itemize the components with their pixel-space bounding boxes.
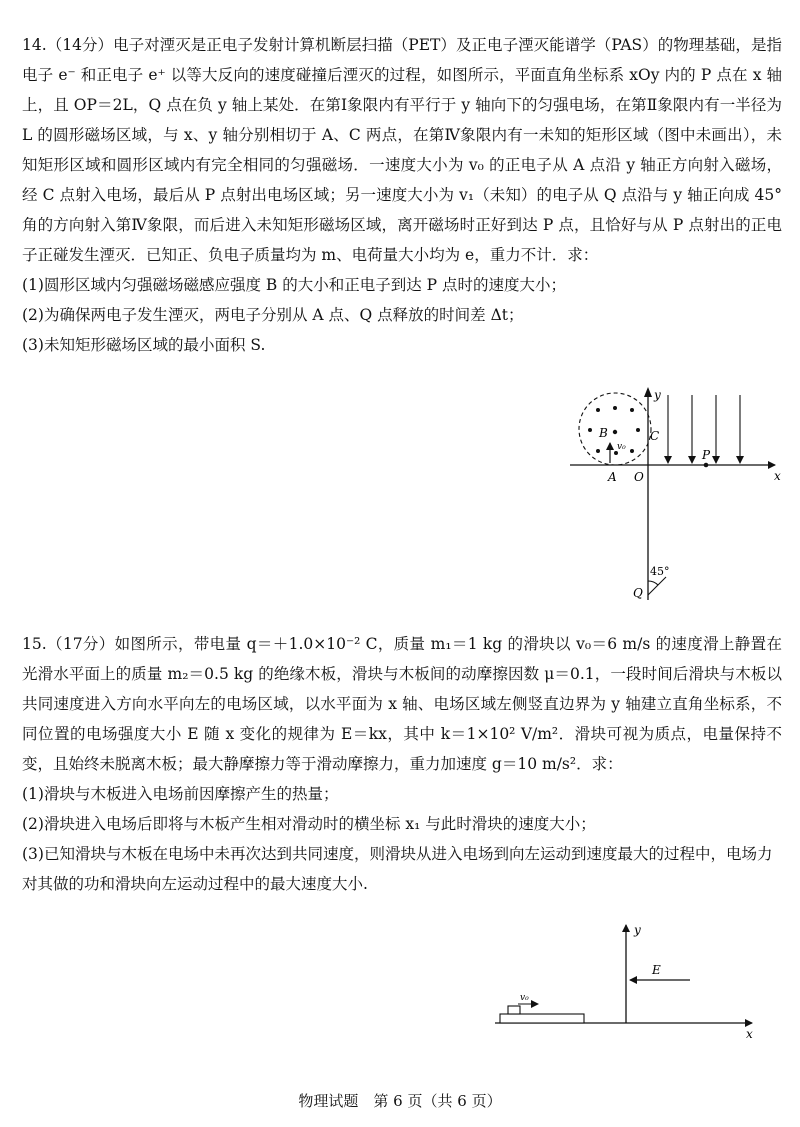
- angle-arc: [648, 581, 658, 585]
- question-14-text: 14.（14分）电子对湮灭是正电子发射计算机断层扫描（PET）及正电子湮灭能谱学（PAS）的物理基础，是指电子 e⁻ 和正电子 e⁺ 以等大反向的速度碰撞后湮灭的过程，如图所示，平面直角坐标系 xOy 内的 P 点在 x 轴上，且 OP＝2L，Q 点在负 y 轴上某处．在第Ⅰ象限内有平行于 y 轴向下的匀强电场，在第Ⅱ象限内有一半径为 L 的圆形磁场区域，与 x、y 轴分别相切于 A、C 两点，在第Ⅳ象限内有一未知的矩形区域（图中未画出），未知矩形区域和圆形区域内有完全相同的匀强磁场．一速度大小为 v₀ 的正电子从 A 点沿 y 轴正方向射入磁场，经 C 点射入电场，最后从 P 点射出电场区域；另一速度大小为 v₁（未知）的电子从 Q 点沿与 y 轴正向成 45°角的方向射入第Ⅳ象限，而后进入未知矩形磁场区域，离开磁场时正好到达 P 点，且恰好与从 P 点射出的正电子正碰发生湮灭．已知正、负电子质量均为 m、电荷量大小均为 e，重力不计．求：: [22, 36, 782, 264]
- label-A: A: [608, 470, 617, 484]
- x-axis-label: x: [746, 1027, 753, 1040]
- question-14-part-2: (2)为确保两电子发生湮灭，两电子分别从 A 点、Q 点释放的时间差 Δt；: [22, 306, 524, 324]
- question-15-text: 15.（17分）如图所示，带电量 q＝＋1.0×10⁻² C，质量 m₁＝1 kg 的滑块以 v₀＝6 m/s 的速度滑上静置在光滑水平面上的质量 m₂＝0.5 kg 的绝缘木板，滑块与木板间的动摩擦因数 μ＝0.1，一段时间后滑块与木板以共同速度进入方向水平向左的电场区域，以水平面为 x 轴、电场区域左侧竖直边界为 y 轴建立直角坐标系，不同位置的电场强度大小 E 随 x 变化的规律为 E＝kx，其中 k＝1×10² V/m²．滑块可视为质点，电量保持不变，且始终未脱离木板；最大静摩擦力等于滑动摩擦力，重力加速度 g＝10 m/s²．求：: [22, 635, 782, 773]
- label-E: E: [652, 963, 661, 977]
- y-axis-label: y: [634, 923, 641, 937]
- y-axis-arrow-icon: [644, 387, 652, 397]
- point-P: [704, 463, 709, 468]
- slider-block: [508, 1006, 520, 1014]
- label-P: P: [702, 448, 711, 462]
- q-direction-line: [648, 577, 666, 595]
- question-15-part-1: (1)滑块与木板进入电场前因摩擦产生的热量；: [22, 785, 339, 803]
- label-Q: Q: [633, 586, 643, 600]
- question-15: [22, 629, 782, 899]
- question-15-part-3: (3)已知滑块与木板在电场中未再次达到共同速度，则滑块从进入电场到向左运动到速度最大的过程中，电场力对其做的功和滑块向左运动过程中的最大速度大小.: [22, 845, 773, 893]
- wooden-board: [500, 1014, 584, 1023]
- label-O: O: [634, 470, 644, 484]
- question-15-part-2: (2)滑块进入电场后即将与木板产生相对滑动时的横坐标 x₁ 与此时滑块的速度大小；: [22, 815, 596, 833]
- question-14-part-1: (1)圆形区域内匀强磁场磁感应强度 B 的大小和正电子到达 P 点时的速度大小；: [22, 276, 566, 294]
- label-B: B: [599, 426, 608, 440]
- question-14: [22, 30, 782, 360]
- label-angle: 45°: [650, 565, 670, 578]
- x-axis-label: x: [774, 469, 781, 483]
- label-v0: v₀: [520, 993, 529, 1003]
- magnetic-field-dots: [588, 406, 640, 455]
- question-14-part-3: (3)未知矩形磁场区域的最小面积 S.: [22, 336, 266, 354]
- label-v0: v₀: [617, 442, 626, 452]
- y-axis-label: y: [654, 388, 661, 402]
- page-footer: 物理试题 第 6 页（共 6 页）: [298, 1092, 502, 1110]
- label-C: C: [650, 429, 660, 443]
- question-15-figure: [490, 920, 770, 1040]
- question-14-figure: [560, 385, 790, 610]
